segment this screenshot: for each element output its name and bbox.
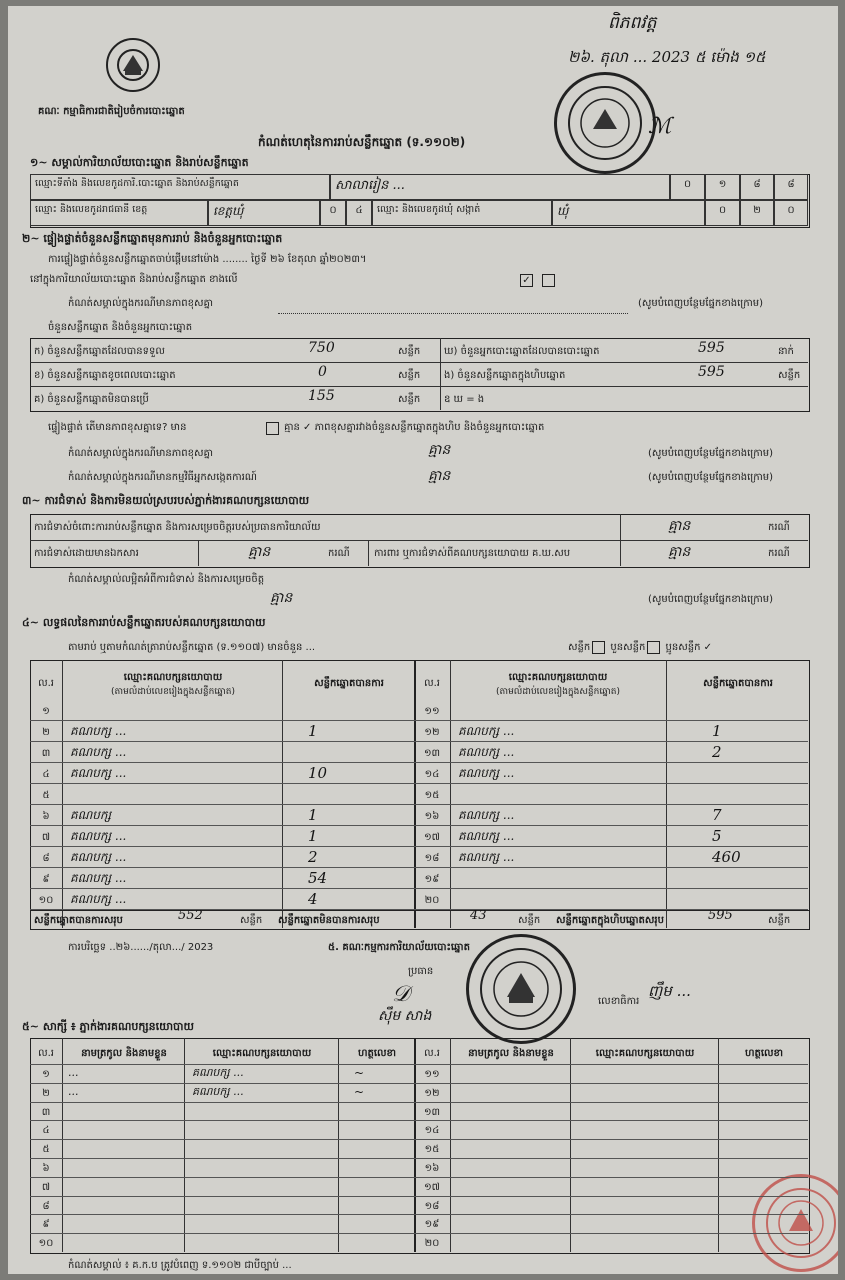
valid-count: 1 (308, 722, 318, 740)
row-number: ២ (42, 727, 50, 738)
row-number: ២០ (424, 895, 440, 906)
date-line: ការបរិច្ឆេទ ..២៦....../តុលា.../ 2023 (68, 942, 214, 953)
row-number: ៧ (41, 1182, 51, 1193)
commune-code: ០ (705, 200, 740, 226)
section5-title: ៥~ សាក្សី ៖ ភ្នាក់ងារគណបក្សនយោបាយ (22, 1020, 195, 1033)
code-digit: ៨ (740, 174, 774, 200)
voters-unit: នាក់ (778, 346, 794, 357)
row-number: ៩ (42, 1219, 50, 1230)
table-row-line (30, 1158, 808, 1159)
witness-name: ... (68, 1066, 79, 1079)
row-number: ១៧ (424, 832, 440, 843)
option-label: សន្លឹក (568, 642, 591, 653)
party-name: គណបក្ស ... (458, 850, 515, 864)
ballots-in-box-value: 595 (698, 364, 725, 380)
w-no-header: ល.រ (424, 1048, 440, 1059)
row-number: ៤ (42, 1125, 50, 1136)
unused-value: 155 (308, 388, 335, 404)
table-row-line (30, 1177, 808, 1178)
code-digit: ០ (670, 174, 705, 200)
row-number: ៣ (41, 748, 51, 759)
table-row-line (414, 825, 808, 826)
row-number: ៦ (42, 1163, 50, 1174)
table-row-line (30, 804, 414, 805)
code-digit: ៨ (774, 174, 808, 200)
table-row-line (30, 1233, 808, 1234)
handwritten-label: ពិភពវត្ត (608, 13, 657, 33)
party-name: គណបក្ស ... (70, 871, 127, 885)
table-row-line (414, 720, 808, 721)
handwritten-date: ២៦. តុលា ... 2023 ៥ ម៉ោង ១៥ (568, 48, 766, 66)
chair-label: ប្រធាន (408, 966, 434, 977)
row-number: ១២ (424, 1088, 440, 1099)
w-party-header: ឈ្មោះគណបក្សនយោបាយ (212, 1048, 312, 1059)
col-no-header: ល.រ (38, 678, 54, 689)
table-row-line (30, 888, 414, 889)
table-row-line (414, 909, 808, 910)
valid-count: 1 (308, 827, 318, 845)
bullet2-hint: (សូមបំពេញបន្ថែមផ្នែកខាងក្រោម) (648, 472, 774, 483)
table-row-line (414, 804, 808, 805)
table-row-line (30, 1196, 808, 1197)
col-party-header: ឈ្មោះគណបក្សនយោបាយ (508, 672, 608, 683)
section2-title: ២~ ផ្ទៀងផ្ទាត់ចំនួនសន្លឹកឆ្នោតមុនការរាប់ និងចំនួនអ្នកបោះឆ្នោត (22, 232, 283, 245)
table-row-line (30, 1139, 808, 1140)
row-number: ១១ (424, 1069, 440, 1080)
party-name: គណបក្ស ... (458, 724, 515, 738)
commune-label: ឈ្មោះ និងលេខកូដឃុំ សង្កាត់ (372, 200, 552, 226)
objection-note: កំណត់សម្គាល់លម្អិតអំពីការជំទាស់ និងការសម្រេចចិត្ត (68, 574, 265, 585)
col-party-sub: (តាមលំដាប់លេខរៀងក្នុងសន្លឹកឆ្នោត) (496, 687, 620, 697)
difference-no-line: គ្មាន ✓ ភាពខុសគ្នារវាងចំនួនសន្លឹកឆ្នោតក្នុងហិប និងចំនួនអ្នកបោះឆ្នោត (284, 422, 545, 433)
commune-value: ឃុំ (552, 200, 705, 226)
objection-row2-label: ការជំទាស់ដោយមានឯកសារ (34, 548, 139, 559)
row-number: ៤ (42, 769, 50, 780)
option-box[interactable] (592, 641, 605, 654)
province-code: ០ (320, 200, 346, 226)
check-yes-box[interactable]: ✓ (520, 274, 533, 287)
section2-line1: ការផ្ទៀងផ្ទាត់ចំនួនសន្លឹកឆ្នោតចាប់ផ្តើមនៅម៉ោង ........ ថ្ងៃទី ២៦ ខែតុលា ឆ្នាំ២០២៣។ (48, 254, 367, 265)
row-number: ១៦ (424, 1163, 440, 1174)
table-row-line (30, 846, 414, 847)
row-number: ១៥ (424, 790, 440, 801)
total-invalid-value: 43 (470, 908, 487, 923)
valid-count: 1 (308, 806, 318, 824)
row-number: ១៩ (424, 1219, 440, 1230)
row-number: ៣ (41, 1107, 51, 1118)
col-valid-header: សន្លឹកឆ្នោតបានការ (314, 678, 384, 689)
ballots-in-box-unit: សន្លឹក (778, 370, 801, 381)
total-valid-value: 552 (178, 908, 203, 923)
row-number: ២ (42, 1088, 50, 1099)
table-row-line (30, 867, 414, 868)
valid-count: 2 (308, 848, 318, 866)
row-number: ១០ (38, 1238, 54, 1249)
witness-name: ... (68, 1085, 79, 1098)
row-number: ១៨ (424, 853, 440, 864)
row-number: ១៤ (424, 1125, 440, 1136)
row-number: ៦ (42, 811, 50, 822)
party-name: គណបក្ស ... (70, 766, 127, 780)
row-number: ១១ (424, 706, 440, 717)
table-row-line (414, 783, 808, 784)
bullet1-label: កំណត់សម្គាល់ក្នុងករណីមានភាពខុសគ្នា (68, 448, 214, 459)
party-name: គណបក្ស ... (70, 745, 127, 759)
objection-row2b-value: គ្មាន (668, 544, 691, 560)
total-invalid-label: សន្លឹកឆ្នោតមិនបានការសរុប (278, 915, 380, 926)
party-name: គណបក្ស ... (458, 808, 515, 822)
objection-row1-unit: ករណី (768, 522, 790, 533)
col-valid-header: សន្លឹកឆ្នោតបានការ (703, 678, 773, 689)
row-number: ១៣ (423, 748, 441, 759)
province-value: ខេត្តឃុំ (208, 200, 320, 226)
party-name: គណបក្ស ... (458, 766, 515, 780)
formula-label: ឧ ឃ = ង (444, 394, 485, 405)
objection-row2-value: គ្មាន (248, 544, 271, 560)
voters-label: ឃ) ចំនួនអ្នកបោះឆ្នោតដែលបានបោះឆ្នោត (444, 346, 600, 357)
objection-row1-label: ការជំទាស់ចំពោះការរាប់សន្លឹកឆ្នោត និងការសម្រេចចិត្តរបស់ប្រធានការិយាល័យ (34, 522, 321, 533)
ballots-in-box-label: ង) ចំនួនសន្លឹកឆ្នោតក្នុងហិបឆ្នោត (444, 370, 566, 381)
row-number: ១៩ (424, 874, 440, 885)
dotted-line (278, 313, 628, 314)
row-number: ៥ (42, 1144, 50, 1155)
row-number: ៨ (42, 1201, 50, 1212)
row-number: ៥ (42, 790, 50, 801)
section4-title: ៤~ លទ្ធផលនៃការរាប់សន្លឹកឆ្នោតរបស់គណបក្សនយោបាយ (22, 616, 266, 629)
province-label: ឈ្មោះ និងលេខកូដរាជធានី ខេត្ត (30, 200, 208, 226)
bullet1-hint: (សូមបំពេញបន្ថែមផ្នែកខាងក្រោម) (648, 448, 774, 459)
table-row-line (30, 783, 414, 784)
spoiled-label: ខ) ចំនួនសន្លឹកឆ្នោតខូចពេលបោះឆ្នោត (34, 370, 176, 381)
table-row-line (30, 1214, 808, 1215)
section2-line2: នៅក្នុងការិយាល័យបោះឆ្នោត និងរាប់សន្លឹកឆ្នោត ខាងលើ (30, 274, 238, 285)
total-invalid-unit: សន្លឹក (518, 915, 541, 926)
valid-count: 4 (308, 890, 318, 908)
page-title: កំណត់ហេតុនៃការរាប់សន្លឹកឆ្នោត (ទ.១១០២) (258, 135, 466, 149)
section2-subhead: ចំនួនសន្លឹកឆ្នោត និងចំនួនអ្នកបោះឆ្នោត (48, 322, 193, 333)
unused-label: គ) ចំនួនសន្លឹកឆ្នោតមិនបានប្រើ (34, 394, 149, 405)
row-number: ១០ (38, 895, 54, 906)
committee-seal-icon (466, 934, 576, 1044)
section2-note-hint: (សូមបំពេញបន្ថែមផ្នែកខាងក្រោម) (638, 298, 764, 309)
option-label: ប្អូនសន្លឹក ✓ (665, 642, 712, 653)
valid-count: 5 (712, 827, 722, 845)
w-sign-header: ហត្ថលេខា (357, 1048, 397, 1059)
province-code: ៤ (346, 200, 372, 226)
secretary-label: លេខាធិការ (598, 996, 640, 1007)
valid-count: 2 (712, 743, 722, 761)
party-name: គណបក្ស ... (70, 829, 127, 843)
unused-unit: សន្លឹក (398, 394, 421, 405)
valid-count: 54 (308, 869, 328, 887)
secretary-name: ញឹម ... (648, 982, 691, 1000)
section4-subline: តាមរាប់ ឬតាមកំណត់ត្រារាប់សន្លឹកឆ្នោត (ទ.១១០៧) មានចំនួន ... (68, 642, 316, 653)
voters-value: 595 (698, 340, 725, 356)
received-label: ក) ចំនួនសន្លឹកឆ្នោតដែលបានទទួល (34, 346, 165, 357)
document-sheet (8, 6, 838, 1274)
table-row-line (414, 741, 808, 742)
footer-note: កំណត់សម្គាល់ ៖ គ.ក.ប ត្រូវបំពេញ ទ.១១០២ ជាបីច្បាប់ ... (68, 1260, 292, 1271)
table-row-line (30, 762, 414, 763)
row-number: ១៥ (424, 1144, 440, 1155)
bullet2-label: កំណត់សម្គាល់ក្នុងករណីមានកម្មវិធីអ្នកសង្កេតការណ៍ (68, 472, 257, 483)
chair-signature-icon: 𝒟 (392, 982, 410, 1007)
total-valid-unit: សន្លឹក (240, 915, 263, 926)
table-row-line (30, 1120, 808, 1121)
commune-code: ០ (774, 200, 808, 226)
w-sign-header: ហត្ថលេខា (744, 1048, 784, 1059)
totals-row (30, 910, 810, 930)
objection-row2-unit: ករណី (328, 548, 350, 559)
option-label: បួនសន្លឹក (610, 642, 646, 653)
w-name-header: នាមត្រកូល និងនាមខ្លួន (468, 1048, 554, 1059)
location-label: ឈ្មោះទីតាំង និងលេខកូដការិ.បោះឆ្នោត និងរាប់សន្លឹកឆ្នោត (30, 174, 330, 200)
chair-name: ស៊ឹម សាង (378, 1008, 432, 1024)
row-number: ២០ (424, 1238, 440, 1249)
row-number: ១៧ (424, 1182, 440, 1193)
table-row-line (414, 762, 808, 763)
w-party-header: ឈ្មោះគណបក្សនយោបាយ (595, 1048, 695, 1059)
col-party-sub: (តាមលំដាប់លេខរៀងក្នុងសន្លឹកឆ្នោត) (111, 687, 235, 697)
party-name: គណបក្ស ... (458, 745, 515, 759)
valid-count: 10 (308, 764, 328, 782)
table-row-line (414, 846, 808, 847)
total-box-label: សន្លឹកឆ្នោតក្នុងហិបឆ្នោតសរុប (556, 915, 664, 926)
code-digit: ១ (705, 174, 740, 200)
party-name: គណបក្ស ... (70, 892, 127, 906)
table-row-line (30, 1083, 808, 1084)
row-number: ១៤ (424, 769, 440, 780)
table-row-line (30, 1102, 808, 1103)
row-number: ១ (42, 706, 50, 717)
party-name: គណបក្ស ... (70, 850, 127, 864)
witness-party: គណបក្ស ... (192, 1066, 244, 1079)
row-number: ១៣ (423, 1107, 441, 1118)
table-row-line (30, 909, 414, 910)
party-name: គណបក្ស ... (458, 829, 515, 843)
section1-title: ១~ សម្គាល់ការិយាល័យបោះឆ្នោត និងរាប់សន្លឹកឆ្នោត (30, 156, 249, 169)
difference-yes-box[interactable] (266, 422, 279, 435)
official-seal-icon (554, 72, 656, 174)
bullet2-value: គ្មាន (428, 468, 451, 484)
row-number: ៩ (42, 874, 50, 885)
spoiled-unit: សន្លឹក (398, 370, 421, 381)
valid-count: 1 (712, 722, 722, 740)
row-number: ៧ (41, 832, 51, 843)
col-party-header: ឈ្មោះគណបក្សនយោបាយ (123, 672, 223, 683)
red-stamp-icon (752, 1174, 838, 1272)
objection-note-value: គ្មាន (270, 590, 293, 606)
section3-title: ៣~ ការជំទាស់ និងការមិនយល់ស្របរបស់ភ្នាក់ងារគណបក្សនយោបាយ (22, 494, 310, 507)
row-number: ១៨ (424, 1201, 440, 1212)
party-name: គណបក្ស (70, 808, 112, 822)
national-emblem-icon (106, 38, 160, 92)
col-no-header: ល.រ (424, 678, 440, 689)
total-box-value: 595 (708, 908, 733, 923)
table-row-line (414, 867, 808, 868)
w-no-header: ល.រ (38, 1048, 54, 1059)
table-row-line (30, 720, 414, 721)
section2-note-line: កំណត់សម្គាល់ក្នុងករណីមានភាពខុសគ្នា (68, 298, 214, 309)
valid-count: 7 (712, 806, 722, 824)
option-box[interactable] (647, 641, 660, 654)
difference-question: ផ្ទៀងផ្ទាត់ តើមានភាពខុសគ្នាទេ? មាន (48, 422, 187, 433)
received-value: 750 (308, 340, 335, 356)
commune-code: ២ (740, 200, 774, 226)
objection-row2b-label: ការពារ ឬការជំទាស់ពីគណបក្សនយោបាយ គ.ឃ.សប (374, 548, 571, 559)
witness-party: គណបក្ស ... (192, 1085, 244, 1098)
row-number: ១ (42, 1069, 50, 1080)
table-row-line (30, 825, 414, 826)
witness-signature: ~ (354, 1085, 365, 1099)
total-valid-label: សន្លឹកឆ្នោតបានការសរុប (34, 915, 123, 926)
row-number: ១៦ (424, 811, 440, 822)
bullet1-value: គ្មាន (428, 442, 451, 458)
table-row-line (30, 741, 414, 742)
row-number: ៨ (42, 853, 50, 864)
total-box-unit: សន្លឹក (768, 915, 791, 926)
party-name: គណបក្ស ... (70, 724, 127, 738)
spoiled-value: 0 (318, 364, 327, 380)
org-name: គណៈ កម្មាធិការជាតិរៀបចំការបោះឆ្នោត (38, 106, 185, 117)
valid-count: 460 (712, 848, 741, 866)
objection-row2b-unit: ករណី (768, 548, 790, 559)
table-row-line (30, 1064, 808, 1065)
committee-label: ៥. គណៈកម្មការការិយាល័យបោះឆ្នោត (328, 942, 470, 953)
received-unit: សន្លឹក (398, 346, 421, 357)
objection-note-hint: (សូមបំពេញបន្ថែមផ្នែកខាងក្រោម) (648, 594, 774, 605)
check-no-box[interactable] (542, 274, 555, 287)
location-value: សាលារៀន ... (330, 174, 670, 200)
row-number: ១២ (424, 727, 440, 738)
witness-signature: ~ (354, 1066, 365, 1080)
objection-row1-value: គ្មាន (668, 518, 691, 534)
signature-mark-icon: ℳ (648, 114, 672, 139)
table-row-line (414, 888, 808, 889)
w-name-header: នាមត្រកូល និងនាមខ្លួន (81, 1048, 167, 1059)
